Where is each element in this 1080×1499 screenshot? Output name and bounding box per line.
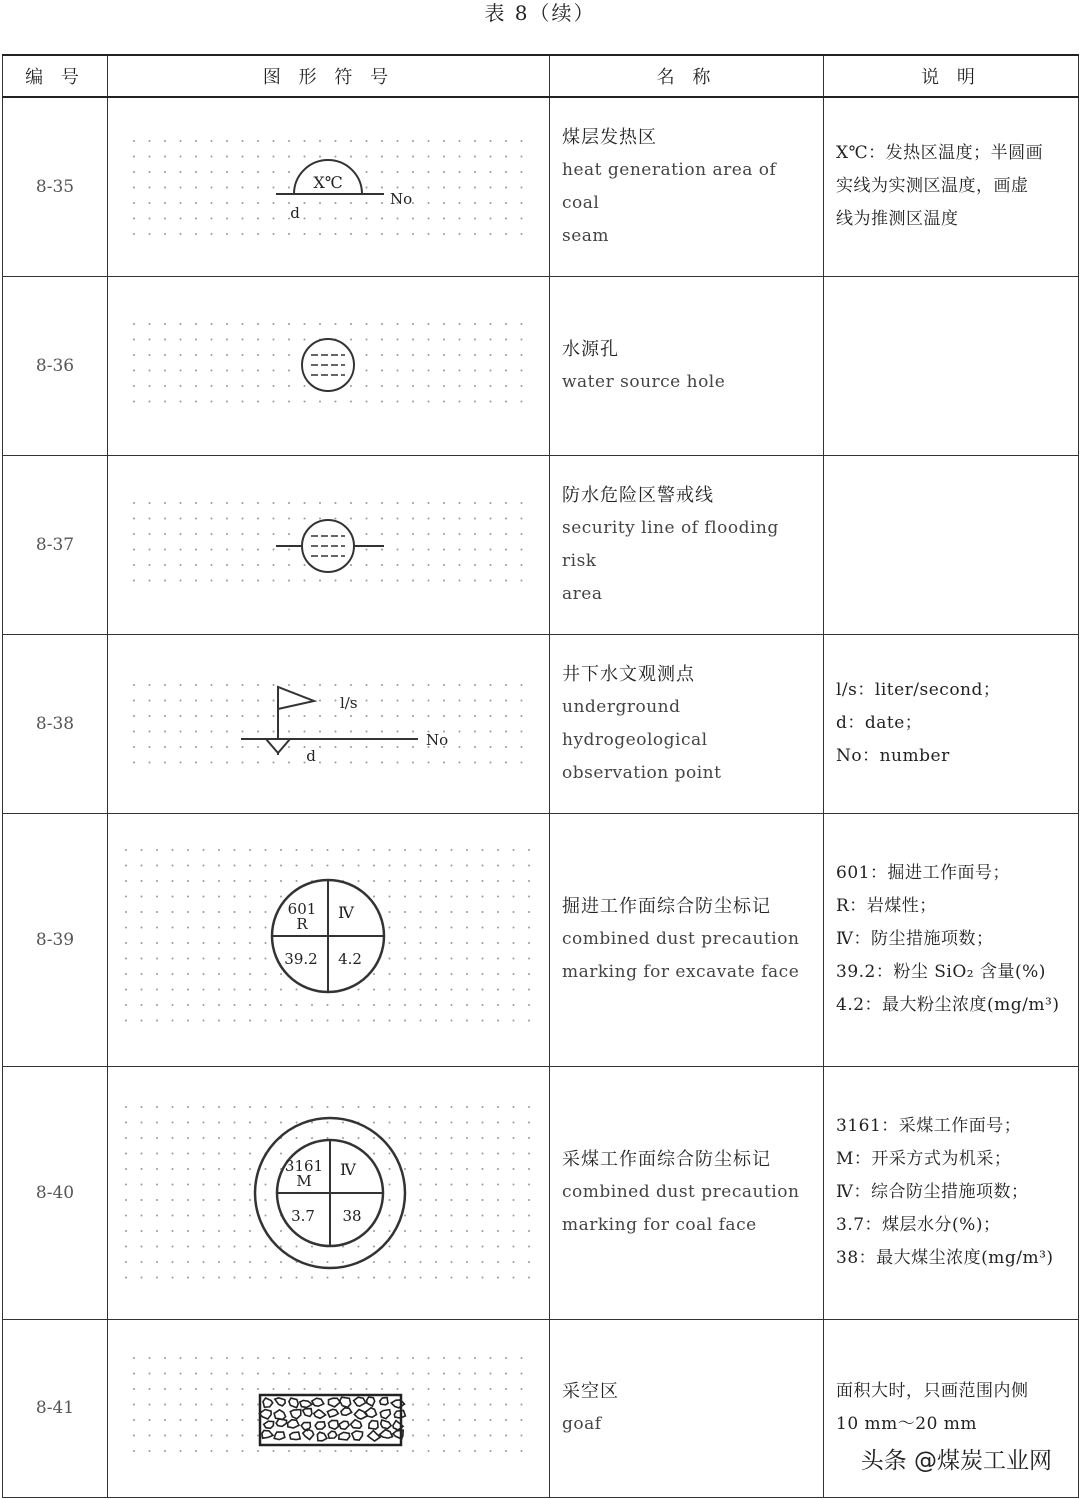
water-circle-icon [302,339,354,391]
table-caption: 表 8（续） [484,1,596,25]
description-line: 面积大时，只画范围内侧 [836,1381,1029,1401]
header-id: 编 号 [3,55,108,97]
header-row [3,55,1079,97]
description-cell [824,455,1079,634]
name-chinese: 井下水文观测点 [562,663,695,685]
excavate-dust-marker-icon [272,880,384,992]
description-line: 实线为实测区温度，画虚 [836,176,1029,197]
symbol-cell [108,455,550,634]
number-label: No [390,190,413,209]
quad-label-top-left: 3161 [284,1157,324,1175]
number-label: No [426,731,449,749]
quad-label-bottom-left: 39.2 [284,950,318,968]
table-row [3,97,1079,276]
symbol-name-cell [550,97,824,276]
symbol-graphic [108,814,548,1065]
name-english-line: security line of flooding risk [562,517,779,571]
name-chinese: 掘进工作面综合防尘标记 [562,896,771,917]
description-line: No：number [836,746,950,766]
table-row [3,276,1079,455]
name-english-line: marking for excavate face [562,962,800,982]
symbol-table [2,54,1079,1498]
table-row [3,634,1079,813]
symbol-name-cell [550,455,824,634]
description-line: 601：掘进工作面号； [836,863,1010,883]
symbol-cell [108,634,550,813]
description-line: 3.7：煤层水分(%)； [836,1215,1001,1235]
symbol-cell [108,1066,550,1319]
dot-grid [133,684,523,764]
description-line: Ⅳ：防尘措施项数； [836,929,994,949]
symbol-graphic [108,1067,548,1318]
description-cell [824,634,1079,813]
name-english-line: combined dust precaution [562,1182,800,1202]
row-id: 8-41 [3,1319,108,1497]
row-id: 8-38 [3,634,108,813]
description-line: 10 mm～20 mm [836,1414,978,1434]
symbol-graphic [108,635,548,812]
symbol-graphic [108,277,548,454]
description-line: M：开采方式为机采； [836,1149,1012,1169]
quad-label-bottom-left: 3.7 [291,1207,315,1225]
description-cell [824,97,1079,276]
description-line: R：岩煤性； [836,896,937,916]
description-cell [824,1066,1079,1319]
symbol-name-cell [550,276,824,455]
symbol-name-cell [550,1066,824,1319]
coal-dust-marker-icon [255,1118,405,1268]
table-row [3,1066,1079,1319]
row-id: 8-37 [3,455,108,634]
description-line: d：date； [836,713,923,733]
symbol-graphic [108,98,548,275]
header-symbol: 图 形 符 号 [108,55,550,97]
description-line: 39.2：粉尘 SiO₂ 含量(%) [836,962,1046,982]
row-id: 8-40 [3,1066,108,1319]
name-english-line: underground [562,696,681,717]
name-chinese: 防水危险区警戒线 [562,484,714,506]
name-chinese: 采空区 [562,1381,619,1402]
hydro-observation-icon [241,687,418,755]
quad-label-top-left-sub: R [296,915,308,933]
watermark: 头条 @煤炭工业网 [857,1440,1056,1477]
table-row [3,455,1079,634]
row-id: 8-39 [3,813,108,1066]
water-circle-icon [302,520,354,572]
symbol-name-cell [550,634,824,813]
description-line: Ⅳ：综合防尘措施项数； [836,1182,1029,1202]
date-label: d [306,747,316,765]
name-english-line: goaf [562,1414,602,1434]
description-cell [824,276,1079,455]
name-english-line: water source hole [562,371,726,392]
symbol-cell [108,1319,550,1497]
name-english-line: seam [562,225,610,246]
header-desc: 说 明 [824,55,1079,97]
description-line: X℃：发热区温度；半圆画 [836,143,1044,164]
symbol-cell [108,813,550,1066]
description-cell [824,813,1079,1066]
symbol-graphic [108,1320,548,1496]
temp-label: X℃ [313,173,343,193]
quad-label-top-right: Ⅳ [340,1160,356,1179]
date-label: d [290,204,300,223]
row-id: 8-35 [3,97,108,276]
goaf-fill-icon [259,1395,405,1445]
flow-label: l/s [340,694,358,712]
name-english-line: marking for coal face [562,1215,757,1235]
name-english-line: observation point [562,762,722,783]
header-name: 名 称 [550,55,824,97]
description-line: 4.2：最大粉尘浓度(mg/m³) [836,995,1060,1015]
table-row [3,813,1079,1066]
symbol-cell [108,97,550,276]
quad-label-top-right: Ⅳ [338,903,354,922]
name-chinese: 煤层发热区 [562,126,657,148]
name-english-line: combined dust precaution [562,929,800,949]
description-line: 3161：采煤工作面号； [836,1116,1022,1136]
symbol-name-cell [550,1319,824,1497]
quad-label-bottom-right: 4.2 [338,950,362,968]
description-line: 38：最大煤尘浓度(mg/m³) [836,1248,1054,1268]
name-english-line: hydrogeological [562,729,708,750]
symbol-name-cell [550,813,824,1066]
row-id: 8-36 [3,276,108,455]
quad-label-top-left: 601 [287,900,317,918]
quad-label-bottom-right: 38 [342,1207,362,1225]
description-line: 线为推测区温度 [836,209,959,230]
symbol-cell [108,276,550,455]
quad-label-top-left-sub: M [296,1172,312,1190]
description-line: l/s：liter/second； [836,680,1001,700]
symbol-graphic [108,456,548,633]
name-english-line: heat generation area of coal [562,159,777,213]
name-english-line: area [562,583,603,604]
name-chinese: 水源孔 [562,338,619,360]
name-chinese: 采煤工作面综合防尘标记 [562,1149,771,1170]
